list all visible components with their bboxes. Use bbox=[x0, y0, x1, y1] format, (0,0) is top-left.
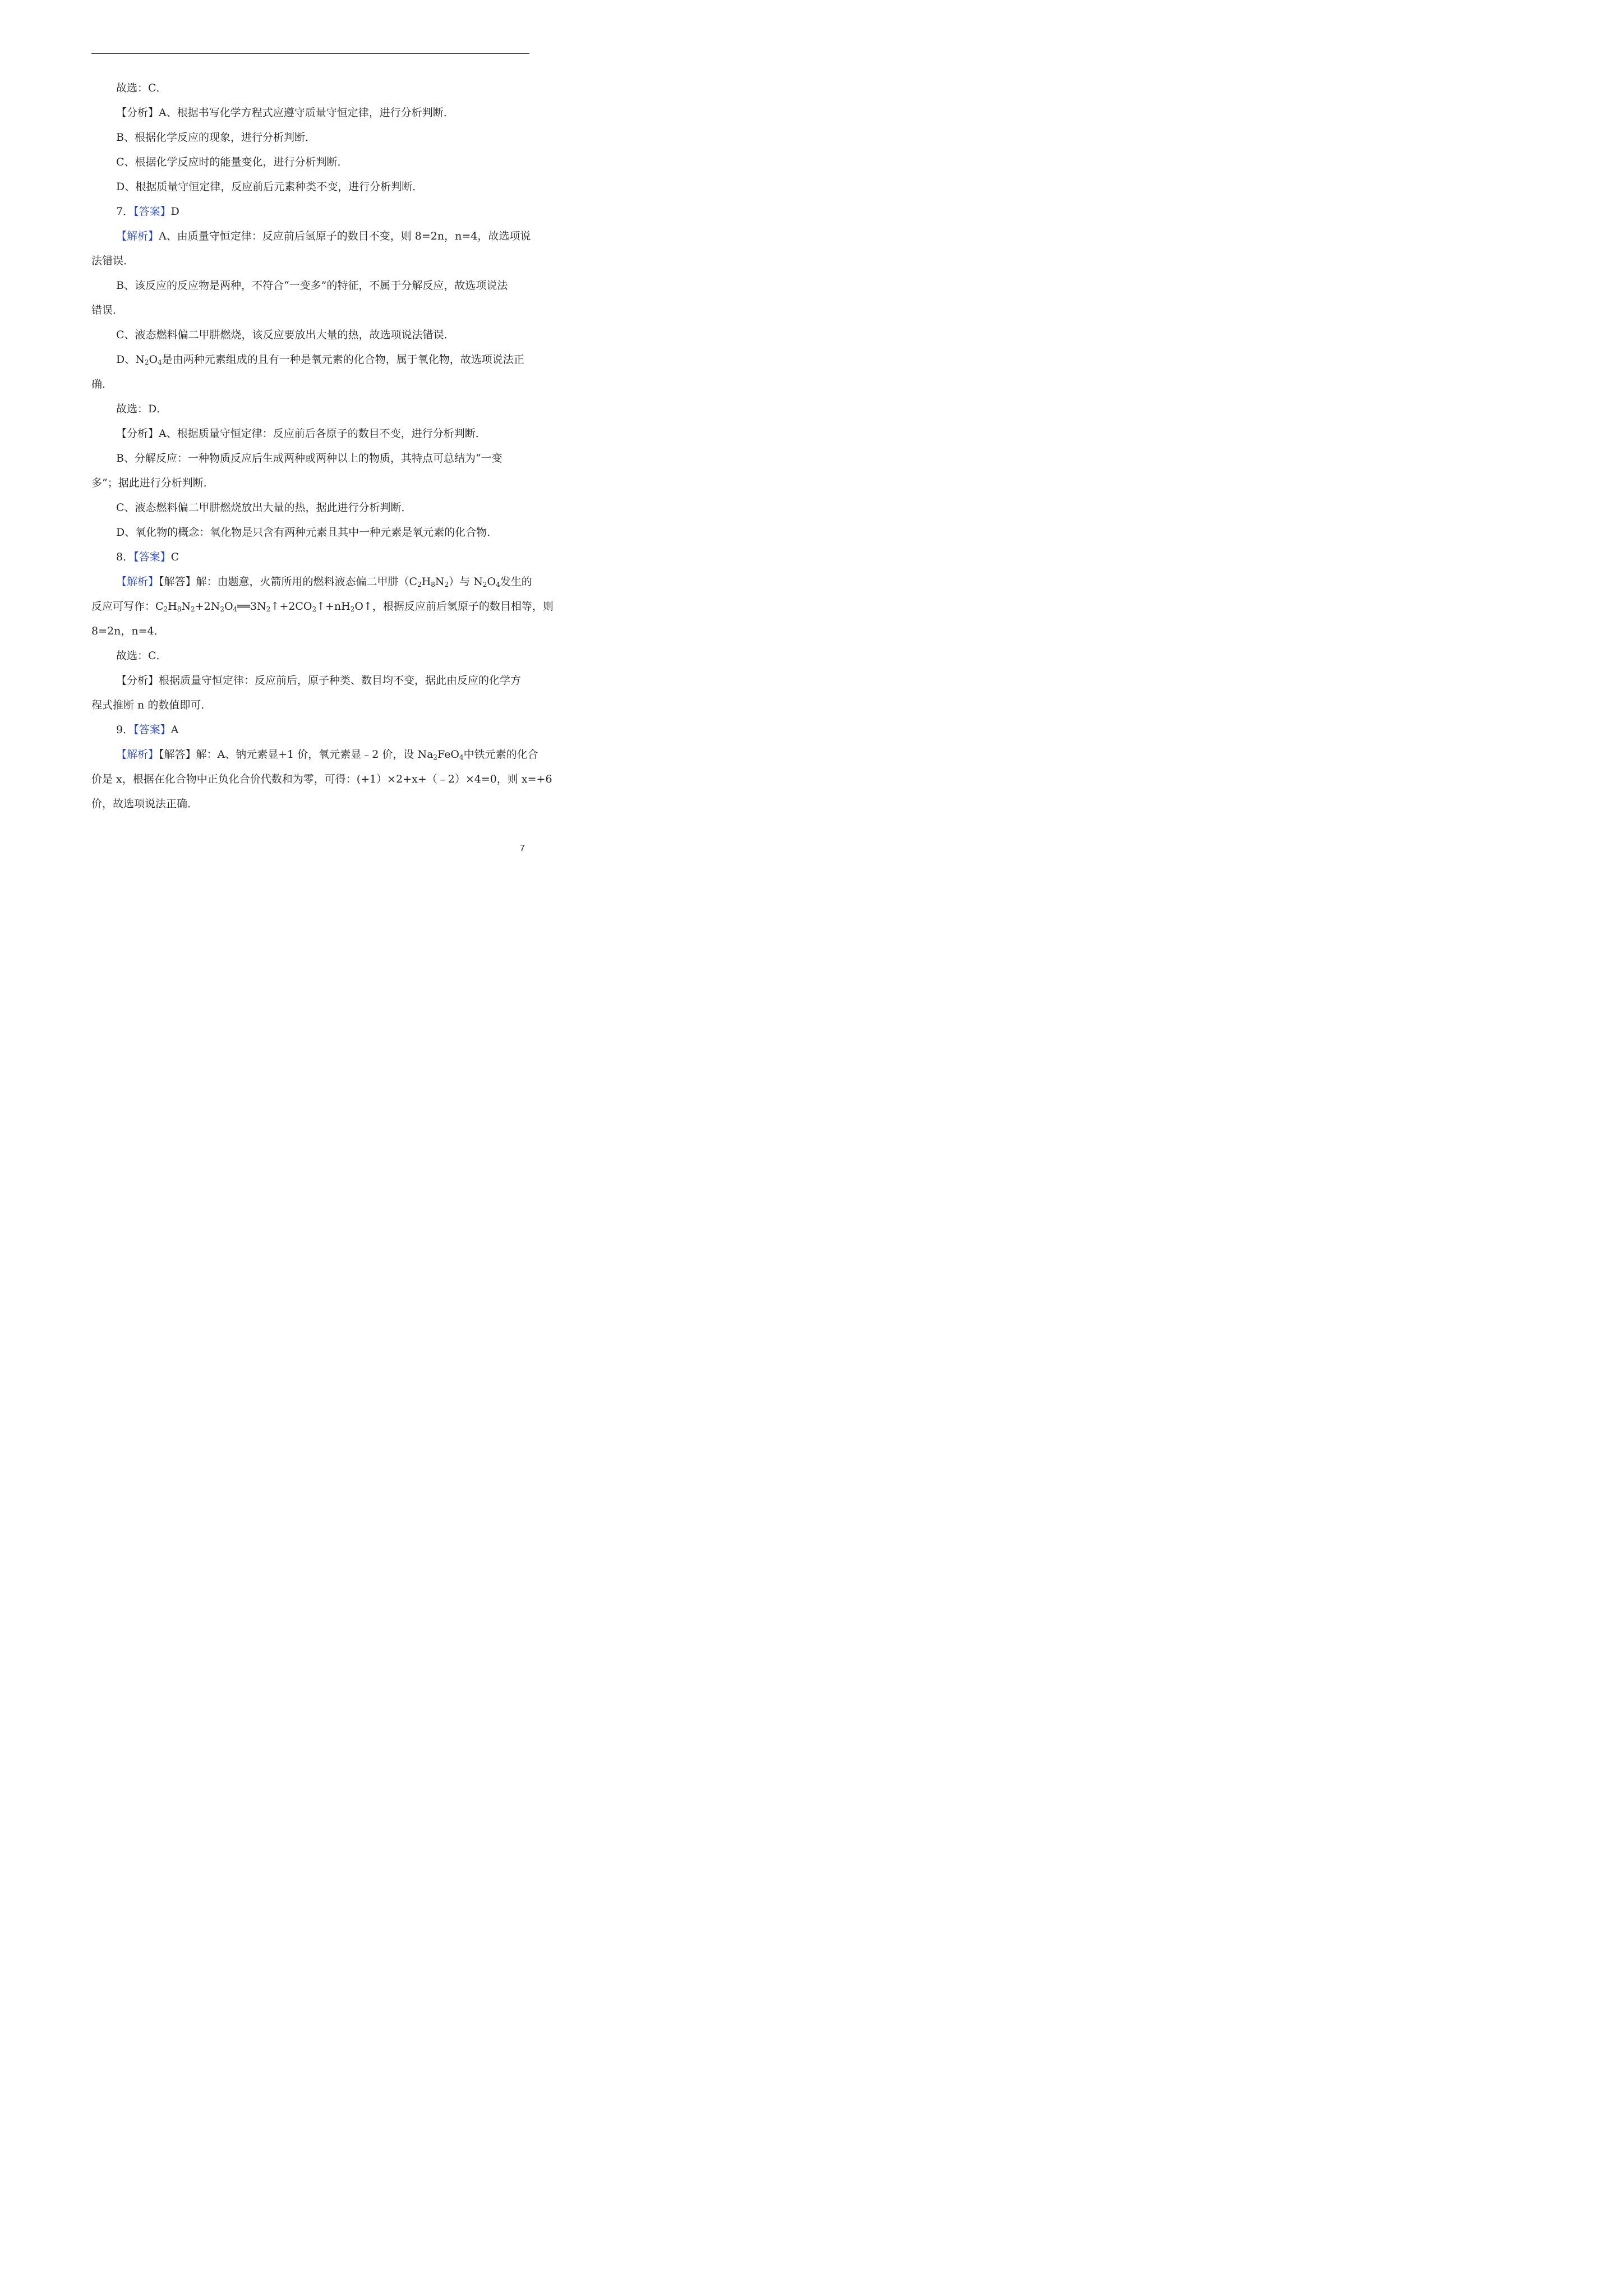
page-number: 7 bbox=[520, 844, 525, 853]
text-line: 程式推断 n 的数值即可． bbox=[91, 699, 212, 711]
text-line: 故选：D． bbox=[116, 403, 168, 415]
analysis-tag: 【解析】 bbox=[116, 230, 159, 242]
text-line: D、$N_2O_4$是由两种元素组成的且有一种是氧元素的化合物，属于氧化物，故选项说法正 bbox=[116, 353, 524, 366]
text-line: 【分析】A、根据书写化学方程式应遵守质量守恒定律，进行分析判断． bbox=[116, 107, 454, 119]
text-line: 价，故选项说法正确． bbox=[91, 798, 199, 810]
answer-tag: 【答案】 bbox=[133, 205, 171, 218]
text-line: 【分析】根据质量守恒定律：反应前后，原子种类、数目均不变，据此由反应的化学方 bbox=[116, 674, 522, 687]
text-line: D、氧化物的概念：氧化物是只含有两种元素且其中一种元素是氧元素的化合物． bbox=[116, 526, 498, 539]
text-line: B、根据化学反应的现象，进行分析判断． bbox=[116, 131, 316, 144]
text-line: 【分析】A、根据质量守恒定律：反应前后各原子的数目不变，进行分析判断． bbox=[116, 427, 486, 440]
analysis-line: 【解析】【解答】解：由题意，火箭所用的燃料液态偏二甲肼$(C_2H_8N_2)$与 $N_2O_4$发生的 bbox=[116, 576, 532, 588]
text-line: 法错误． bbox=[91, 255, 135, 267]
analysis-tag: 【解析】 bbox=[116, 576, 159, 588]
text-line: 8=2n，n=4． bbox=[91, 625, 165, 637]
answer-heading-8: 8．【答案】C bbox=[116, 551, 179, 563]
text-line: B、该反应的反应物是两种，不符合“一变多”的特征，不属于分解反应，故选项说法 bbox=[116, 279, 508, 292]
text-line: D、根据质量守恒定律，反应前后元素种类不变，进行分析判断． bbox=[116, 181, 423, 193]
text-line: 价是 x，根据在化合物中正负化合价代数和为零，可得：(+1）×2+x+（﹣2）×4=0，则 x=+6 bbox=[91, 773, 552, 785]
analysis-line: 【解析】A、由质量守恒定律：反应前后氢原子的数目不变，则 8=2n，n=4，故选项说 bbox=[116, 230, 531, 242]
answer-heading-9: 9．【答案】A bbox=[116, 724, 179, 736]
text-line: C、根据化学反应时的能量变化，进行分析判断． bbox=[116, 156, 348, 168]
text-line: 确． bbox=[91, 378, 113, 390]
analysis-line: 【解析】【解答】解：A、钠元素显+1 价，氧元素显﹣2 价，设 $Na_2FeO_4$中铁元素的化合 bbox=[116, 748, 538, 761]
text-line: C、液态燃料偏二甲肼燃烧，该反应要放出大量的热，故选项说法错误． bbox=[116, 329, 455, 341]
header-rule bbox=[91, 53, 529, 54]
text-line: B、分解反应：一种物质反应后生成两种或两种以上的物质，其特点可总结为“一变 bbox=[116, 452, 502, 464]
answer-tag: 【答案】 bbox=[133, 551, 171, 563]
answer-heading-7: 7．【答案】D bbox=[116, 205, 179, 218]
text-line: 多”；据此进行分析判断． bbox=[91, 477, 214, 489]
text-line: 错误． bbox=[91, 304, 124, 316]
analysis-tag: 【解析】 bbox=[116, 748, 159, 761]
text-line: C、液态燃料偏二甲肼燃烧放出大量的热，据此进行分析判断． bbox=[116, 501, 412, 514]
equation-line: 反应可写作：$C_2H_8N_2+2N_2O_4══3N_2↑+2CO_2↑+nH_2O↑$，根据反应前后氢原子的数目相等，则 bbox=[91, 600, 554, 613]
text-line: 故选：C． bbox=[116, 650, 167, 662]
text-line: 故选：C． bbox=[116, 82, 167, 94]
answer-tag: 【答案】 bbox=[133, 724, 171, 736]
